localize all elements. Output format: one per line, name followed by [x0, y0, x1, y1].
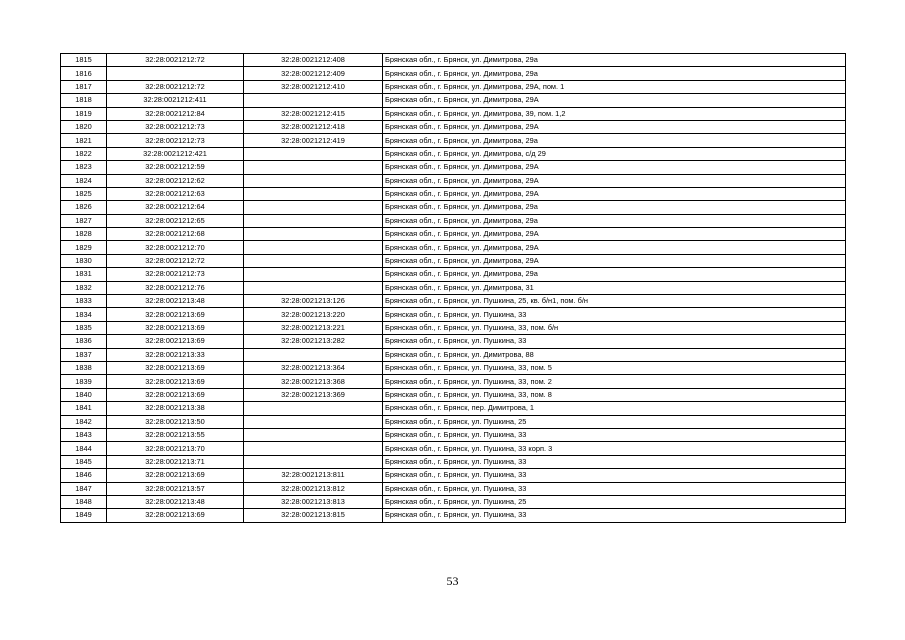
address-cell: Брянская обл., г. Брянск, ул. Димитрова, 29А [383, 241, 846, 254]
row-number-cell: 1848 [61, 495, 107, 508]
row-number-cell: 1826 [61, 201, 107, 214]
address-cell: Брянская обл., г. Брянск, ул. Димитрова, 29А [383, 174, 846, 187]
address-cell: Брянская обл., г. Брянск, ул. Пушкина, 33 [383, 469, 846, 482]
table-row [61, 428, 846, 441]
object-cadastral-number-cell: 32:28:0021213:813 [244, 495, 383, 508]
table-row [61, 147, 846, 160]
address-cell: Брянская обл., г. Брянск, ул. Пушкина, 33, пом. 5 [383, 361, 846, 374]
cadastral-number-cell: 32:28:0021212:421 [107, 147, 244, 160]
row-number-cell: 1845 [61, 455, 107, 468]
address-cell: Брянская обл., г. Брянск, ул. Димитрова, 29А [383, 120, 846, 133]
row-number-cell: 1819 [61, 107, 107, 120]
cadastral-number-cell: 32:28:0021212:76 [107, 281, 244, 294]
address-cell: Брянская обл., г. Брянск, ул. Пушкина, 33 [383, 509, 846, 522]
address-cell: Брянская обл., г. Брянск, ул. Пушкина, 33 [383, 308, 846, 321]
registry-table-body [61, 54, 846, 523]
page-number: 53 [446, 574, 459, 588]
address-cell: Брянская обл., г. Брянск, ул. Пушкина, 25, кв. б/н1, пом. б/н [383, 295, 846, 308]
row-number-cell: 1846 [61, 469, 107, 482]
address-cell: Брянская обл., г. Брянск, ул. Димитрова, с/д 29 [383, 147, 846, 160]
cadastral-number-cell: 32:28:0021212:72 [107, 54, 244, 67]
object-cadastral-number-cell [244, 455, 383, 468]
cadastral-number-cell: 32:28:0021212:73 [107, 268, 244, 281]
object-cadastral-number-cell: 32:28:0021212:415 [244, 107, 383, 120]
cadastral-number-cell: 32:28:0021213:69 [107, 335, 244, 348]
table-row [61, 161, 846, 174]
object-cadastral-number-cell: 32:28:0021213:364 [244, 361, 383, 374]
object-cadastral-number-cell [244, 228, 383, 241]
cadastral-number-cell: 32:28:0021213:33 [107, 348, 244, 361]
cadastral-number-cell: 32:28:0021212:64 [107, 201, 244, 214]
table-row [61, 415, 846, 428]
cadastral-number-cell: 32:28:0021212:84 [107, 107, 244, 120]
row-number-cell: 1847 [61, 482, 107, 495]
table-row [61, 402, 846, 415]
table-row [61, 174, 846, 187]
address-cell: Брянская обл., г. Брянск, ул. Димитрова, 29а [383, 201, 846, 214]
row-number-cell: 1830 [61, 254, 107, 267]
table-row [61, 469, 846, 482]
cadastral-number-cell: 32:28:0021212:59 [107, 161, 244, 174]
row-number-cell: 1817 [61, 80, 107, 93]
object-cadastral-number-cell [244, 161, 383, 174]
object-cadastral-number-cell [244, 187, 383, 200]
address-cell: Брянская обл., г. Брянск, ул. Пушкина, 33 корп. 3 [383, 442, 846, 455]
object-cadastral-number-cell: 32:28:0021213:126 [244, 295, 383, 308]
row-number-cell: 1835 [61, 321, 107, 334]
table-row [61, 107, 846, 120]
object-cadastral-number-cell [244, 428, 383, 441]
row-number-cell: 1841 [61, 402, 107, 415]
cadastral-number-cell: 32:28:0021213:38 [107, 402, 244, 415]
row-number-cell: 1822 [61, 147, 107, 160]
object-cadastral-number-cell: 32:28:0021213:812 [244, 482, 383, 495]
cadastral-number-cell [107, 67, 244, 80]
table-row [61, 495, 846, 508]
table-row [61, 134, 846, 147]
object-cadastral-number-cell: 32:28:0021212:410 [244, 80, 383, 93]
row-number-cell: 1842 [61, 415, 107, 428]
object-cadastral-number-cell [244, 147, 383, 160]
object-cadastral-number-cell: 32:28:0021213:811 [244, 469, 383, 482]
object-cadastral-number-cell [244, 214, 383, 227]
table-row [61, 281, 846, 294]
object-cadastral-number-cell: 32:28:0021212:409 [244, 67, 383, 80]
cadastral-number-cell: 32:28:0021212:63 [107, 187, 244, 200]
row-number-cell: 1821 [61, 134, 107, 147]
object-cadastral-number-cell [244, 268, 383, 281]
table-row [61, 321, 846, 334]
table-row [61, 214, 846, 227]
row-number-cell: 1837 [61, 348, 107, 361]
object-cadastral-number-cell: 32:28:0021213:368 [244, 375, 383, 388]
row-number-cell: 1833 [61, 295, 107, 308]
cadastral-number-cell: 32:28:0021213:71 [107, 455, 244, 468]
object-cadastral-number-cell [244, 174, 383, 187]
cadastral-number-cell: 32:28:0021213:69 [107, 361, 244, 374]
table-row [61, 228, 846, 241]
table-row [61, 187, 846, 200]
row-number-cell: 1831 [61, 268, 107, 281]
address-cell: Брянская обл., г. Брянск, ул. Пушкина, 33 [383, 335, 846, 348]
cadastral-number-cell: 32:28:0021213:69 [107, 509, 244, 522]
cadastral-number-cell: 32:28:0021212:73 [107, 134, 244, 147]
cadastral-number-cell: 32:28:0021213:69 [107, 388, 244, 401]
address-cell: Брянская обл., г. Брянск, ул. Димитрова, 29А, пом. 1 [383, 80, 846, 93]
object-cadastral-number-cell [244, 415, 383, 428]
cadastral-number-cell: 32:28:0021213:50 [107, 415, 244, 428]
row-number-cell: 1832 [61, 281, 107, 294]
cadastral-number-cell: 32:28:0021213:69 [107, 375, 244, 388]
cadastral-number-cell: 32:28:0021213:69 [107, 469, 244, 482]
table-row [61, 335, 846, 348]
table-row [61, 254, 846, 267]
cadastral-number-cell: 32:28:0021213:69 [107, 308, 244, 321]
row-number-cell: 1840 [61, 388, 107, 401]
table-row [61, 295, 846, 308]
address-cell: Брянская обл., г. Брянск, ул. Пушкина, 33, пом. 2 [383, 375, 846, 388]
table-row [61, 268, 846, 281]
address-cell: Брянская обл., г. Брянск, пер. Димитрова, 1 [383, 402, 846, 415]
cadastral-number-cell: 32:28:0021213:55 [107, 428, 244, 441]
object-cadastral-number-cell: 32:28:0021213:369 [244, 388, 383, 401]
object-cadastral-number-cell: 32:28:0021212:418 [244, 120, 383, 133]
row-number-cell: 1816 [61, 67, 107, 80]
table-row [61, 442, 846, 455]
address-cell: Брянская обл., г. Брянск, ул. Пушкина, 33 [383, 428, 846, 441]
row-number-cell: 1838 [61, 361, 107, 374]
object-cadastral-number-cell: 32:28:0021213:815 [244, 509, 383, 522]
table-row [61, 201, 846, 214]
object-cadastral-number-cell [244, 348, 383, 361]
address-cell: Брянская обл., г. Брянск, ул. Димитрова, 29А [383, 187, 846, 200]
address-cell: Брянская обл., г. Брянск, ул. Димитрова, 29А [383, 94, 846, 107]
address-cell: Брянская обл., г. Брянск, ул. Пушкина, 33 [383, 455, 846, 468]
table-row [61, 308, 846, 321]
object-cadastral-number-cell: 32:28:0021213:282 [244, 335, 383, 348]
address-cell: Брянская обл., г. Брянск, ул. Димитрова, 31 [383, 281, 846, 294]
row-number-cell: 1823 [61, 161, 107, 174]
row-number-cell: 1843 [61, 428, 107, 441]
address-cell: Брянская обл., г. Брянск, ул. Димитрова, 39, пом. 1,2 [383, 107, 846, 120]
object-cadastral-number-cell [244, 201, 383, 214]
address-cell: Брянская обл., г. Брянск, ул. Пушкина, 25 [383, 495, 846, 508]
object-cadastral-number-cell: 32:28:0021213:220 [244, 308, 383, 321]
address-cell: Брянская обл., г. Брянск, ул. Пушкина, 33 [383, 482, 846, 495]
table-row [61, 348, 846, 361]
cadastral-number-cell: 32:28:0021212:72 [107, 80, 244, 93]
row-number-cell: 1834 [61, 308, 107, 321]
table-row [61, 80, 846, 93]
object-cadastral-number-cell [244, 442, 383, 455]
cadastral-number-cell: 32:28:0021213:48 [107, 295, 244, 308]
address-cell: Брянская обл., г. Брянск, ул. Димитрова, 88 [383, 348, 846, 361]
address-cell: Брянская обл., г. Брянск, ул. Димитрова, 29а [383, 134, 846, 147]
object-cadastral-number-cell [244, 402, 383, 415]
row-number-cell: 1828 [61, 228, 107, 241]
table-row [61, 94, 846, 107]
row-number-cell: 1815 [61, 54, 107, 67]
object-cadastral-number-cell: 32:28:0021212:408 [244, 54, 383, 67]
row-number-cell: 1827 [61, 214, 107, 227]
row-number-cell: 1849 [61, 509, 107, 522]
table-row [61, 482, 846, 495]
row-number-cell: 1820 [61, 120, 107, 133]
address-cell: Брянская обл., г. Брянск, ул. Димитрова, 29А [383, 254, 846, 267]
row-number-cell: 1836 [61, 335, 107, 348]
table-row [61, 67, 846, 80]
table-row [61, 455, 846, 468]
address-cell: Брянская обл., г. Брянск, ул. Пушкина, 33, пом. б/н [383, 321, 846, 334]
object-cadastral-number-cell [244, 94, 383, 107]
table-row [61, 120, 846, 133]
object-cadastral-number-cell [244, 241, 383, 254]
address-cell: Брянская обл., г. Брянск, ул. Димитрова, 29а [383, 54, 846, 67]
cadastral-number-cell: 32:28:0021212:65 [107, 214, 244, 227]
object-cadastral-number-cell [244, 254, 383, 267]
cadastral-number-cell: 32:28:0021212:72 [107, 254, 244, 267]
cadastral-number-cell: 32:28:0021212:70 [107, 241, 244, 254]
object-cadastral-number-cell: 32:28:0021213:221 [244, 321, 383, 334]
cadastral-number-cell: 32:28:0021213:57 [107, 482, 244, 495]
address-cell: Брянская обл., г. Брянск, ул. Димитрова, 29а [383, 67, 846, 80]
registry-table [60, 53, 846, 523]
cadastral-number-cell: 32:28:0021212:411 [107, 94, 244, 107]
address-cell: Брянская обл., г. Брянск, ул. Пушкина, 33, пом. 8 [383, 388, 846, 401]
object-cadastral-number-cell [244, 281, 383, 294]
cadastral-number-cell: 32:28:0021213:70 [107, 442, 244, 455]
address-cell: Брянская обл., г. Брянск, ул. Димитрова, 29а [383, 214, 846, 227]
cadastral-number-cell: 32:28:0021213:69 [107, 321, 244, 334]
table-row [61, 509, 846, 522]
table-row [61, 375, 846, 388]
row-number-cell: 1839 [61, 375, 107, 388]
object-cadastral-number-cell: 32:28:0021212:419 [244, 134, 383, 147]
address-cell: Брянская обл., г. Брянск, ул. Пушкина, 25 [383, 415, 846, 428]
table-row [61, 54, 846, 67]
address-cell: Брянская обл., г. Брянск, ул. Димитрова, 29а [383, 268, 846, 281]
row-number-cell: 1818 [61, 94, 107, 107]
row-number-cell: 1824 [61, 174, 107, 187]
cadastral-number-cell: 32:28:0021212:73 [107, 120, 244, 133]
table-row [61, 361, 846, 374]
table-row [61, 388, 846, 401]
table-row [61, 241, 846, 254]
cadastral-number-cell: 32:28:0021212:62 [107, 174, 244, 187]
row-number-cell: 1844 [61, 442, 107, 455]
row-number-cell: 1825 [61, 187, 107, 200]
cadastral-number-cell: 32:28:0021212:68 [107, 228, 244, 241]
row-number-cell: 1829 [61, 241, 107, 254]
address-cell: Брянская обл., г. Брянск, ул. Димитрова, 29А [383, 161, 846, 174]
cadastral-number-cell: 32:28:0021213:48 [107, 495, 244, 508]
address-cell: Брянская обл., г. Брянск, ул. Димитрова, 29А [383, 228, 846, 241]
